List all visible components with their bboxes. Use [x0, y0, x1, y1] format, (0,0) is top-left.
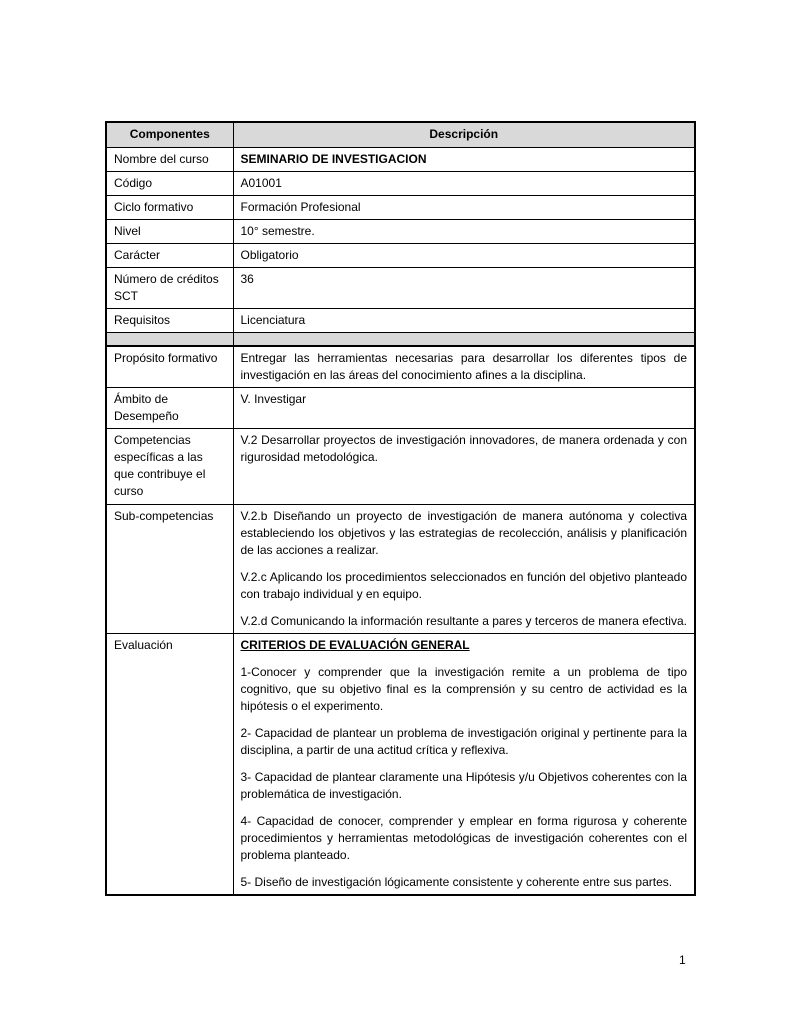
label-caracter: Carácter: [106, 244, 233, 268]
value-evaluacion: [233, 633, 695, 895]
label-sub-competencias: Sub-competencias: [106, 504, 233, 633]
row-ambito-desempeno: [106, 388, 695, 429]
competencias-text: V.2 Desarrollar proyectos de investigación innovadores, de manera ordenada y con rigurosidad metodológica.: [240, 433, 687, 465]
value-ciclo-formativo: Formación Profesional: [233, 196, 695, 220]
course-components-table: [105, 121, 696, 896]
row-sub-competencias: [106, 504, 695, 633]
label-ambito-desempeno: Ámbito de Desempeño: [106, 388, 233, 429]
row-numero-creditos: [106, 268, 695, 309]
row-nivel: [106, 220, 695, 244]
value-codigo: A01001: [233, 172, 695, 196]
label-nombre-del-curso: Nombre del curso: [106, 148, 233, 172]
row-evaluacion: [106, 633, 695, 895]
separator-cell-right: [233, 333, 695, 347]
subcompetencia-v2c: V.2.c Aplicando los procedimientos seleccionados en función del objetivo planteado con trabajo individual y en equipo.: [240, 569, 687, 601]
value-nivel: 10° semestre.: [233, 220, 695, 244]
label-evaluacion: Evaluación: [106, 633, 233, 895]
value-proposito-formativo: [233, 346, 695, 388]
separator-row: [106, 333, 695, 347]
header-componentes: Componentes: [106, 122, 233, 148]
criterio-2: 2- Capacidad de plantear un problema de investigación original y pertinente para la disciplina, a partir de una actitud crítica y reflexiva.: [240, 725, 687, 757]
label-numero-creditos: Número de créditos SCT: [106, 268, 233, 309]
value-caracter: Obligatorio: [233, 244, 695, 268]
value-sub-competencias: [233, 504, 695, 633]
subcompetencia-v2d: V.2.d Comunicando la información resultante a pares y terceros de manera efectiva.: [240, 613, 687, 628]
label-proposito-formativo: Propósito formativo: [106, 346, 233, 388]
proposito-text: Entregar las herramientas necesarias para desarrollar los diferentes tipos de investigación en las áreas del conocimiento afines a la disciplina.: [240, 351, 687, 383]
label-codigo: Código: [106, 172, 233, 196]
criterio-1: 1-Conocer y comprender que la investigación remite a un problema de tipo cognitivo, que su objetivo final es la comprensión y su centro de actividad es la hipótesis o el experimento.: [240, 664, 687, 713]
row-requisitos: [106, 309, 695, 333]
separator-cell-left: [106, 333, 233, 347]
row-caracter: [106, 244, 695, 268]
value-ambito-desempeno: V. Investigar: [233, 388, 695, 429]
criterio-4: 4- Capacidad de conocer, comprender y emplear en forma rigurosa y coherente procedimientos y herramientas metodológicas de investigación coherentes con el problema planteado.: [240, 813, 687, 862]
page-number: 1: [679, 953, 686, 967]
subcompetencia-v2b: V.2.b Diseñando un proyecto de investigación de manera autónoma y colectiva estableciendo los objetivos y las estrategias de recolección, análisis y planificación de las acciones a realizar.: [240, 508, 687, 557]
row-nombre-del-curso: [106, 148, 695, 172]
table-header-row: [106, 122, 695, 148]
criterio-5: 5- Diseño de investigación lógicamente consistente y coherente entre sus partes.: [240, 875, 673, 890]
row-ciclo-formativo: [106, 196, 695, 220]
value-numero-creditos: 36: [233, 268, 695, 309]
label-requisitos: Requisitos: [106, 309, 233, 333]
row-proposito-formativo: [106, 346, 695, 388]
label-nivel: Nivel: [106, 220, 233, 244]
criterios-heading: CRITERIOS DE EVALUACIÓN GENERAL: [240, 637, 470, 652]
row-codigo: [106, 172, 695, 196]
header-descripcion: Descripción: [233, 122, 695, 148]
label-ciclo-formativo: Ciclo formativo: [106, 196, 233, 220]
value-competencias-especificas: [233, 429, 695, 504]
criterio-3: 3- Capacidad de plantear claramente una Hipótesis y/u Objetivos coherentes con la problemática de investigación.: [240, 769, 687, 801]
value-nombre-del-curso: SEMINARIO DE INVESTIGACION: [233, 148, 695, 172]
label-competencias-especificas: Competencias específicas a las que contribuye el curso: [106, 429, 233, 504]
row-competencias-especificas: [106, 429, 695, 504]
value-requisitos: Licenciatura: [233, 309, 695, 333]
